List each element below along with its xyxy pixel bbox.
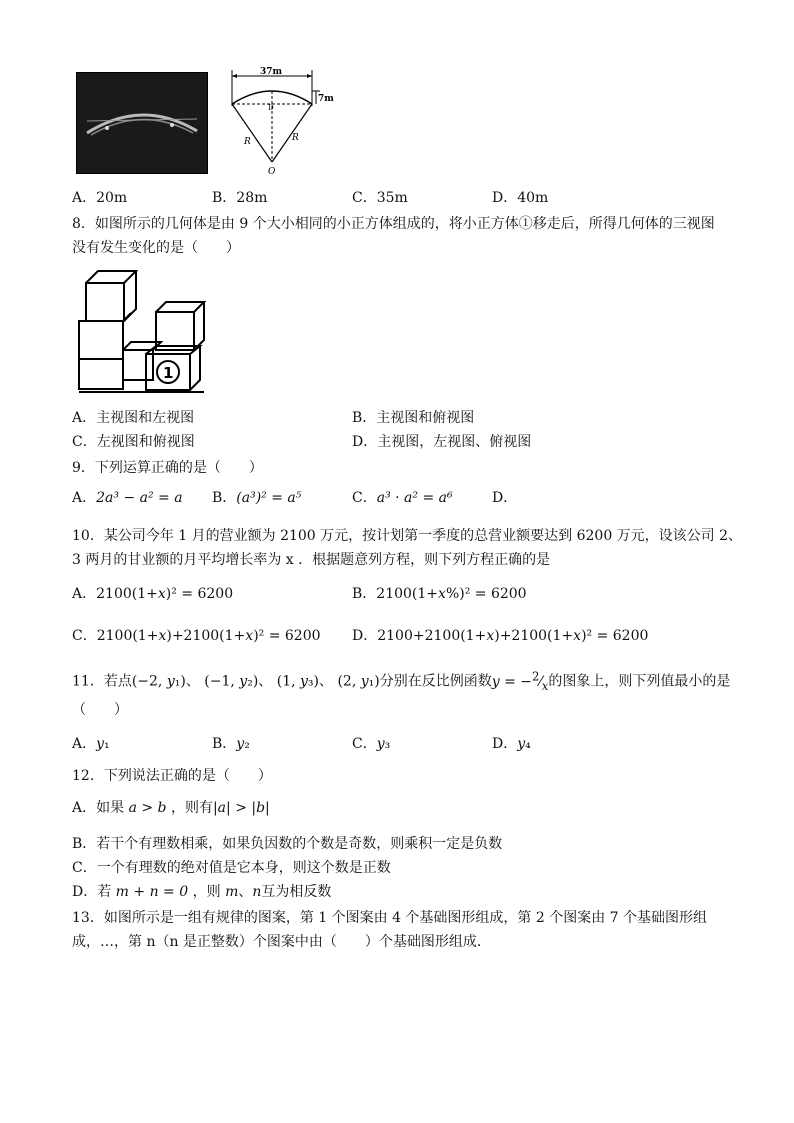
q13-stem-line2: 成，…，第 n（n 是正整数）个图案中由（ ）个基础图形组成． (72, 934, 491, 950)
q11-stem-line2: （ ） (72, 702, 128, 718)
q11-option-b: B．y₂ (212, 736, 250, 752)
q10-option-b: B．2100(1+x%)² = 6200 (352, 586, 527, 602)
point-d-label: D (268, 104, 274, 112)
q13-stem-line1: 13．如图所示是一组有规律的图案，第 1 个图案由 4 个基础图形组成，第 2 个图案由 7 个基础图形组 (72, 910, 708, 926)
q10-stem-line1: 10．某公司今年 1 月的营业额为 2100 万元，按计划第一季度的总营业额要达到 6200 万元，设该公司 2、 (72, 528, 743, 544)
q9-stem: 9．下列运算正确的是（ ） (72, 460, 263, 476)
q12-option-b: B．若干个有理数相乘，如果负因数的个数是奇数，则乘积一定是负数 (72, 836, 503, 852)
q8-option-c: C．左视图和俯视图 (72, 434, 195, 450)
q12-option-a: A．如果 a > b ，则有|a| > |b| (72, 800, 270, 816)
q10-option-c: C．2100(1+x)+2100(1+x)² = 6200 (72, 628, 321, 644)
q11-option-a: A．y₁ (72, 736, 110, 752)
radius-right-label: R (292, 133, 299, 143)
q7-option-d: D．40m (492, 190, 549, 206)
q8-option-d: D．主视图，左视图、俯视图 (352, 434, 532, 450)
cube-stack-figure (76, 268, 216, 398)
bridge-photo (76, 72, 208, 174)
height-label: 7m (318, 94, 334, 104)
width-label: 37m (260, 67, 283, 77)
q12-option-d: D．若 m + n = 0 ，则 m、n互为相反数 (72, 884, 332, 900)
q9-option-d: D． (492, 490, 518, 506)
q10-option-d: D．2100+2100(1+x)+2100(1+x)² = 6200 (352, 628, 649, 644)
arch-bridge-diagram (222, 66, 342, 178)
q9-option-c: C．a³ · a² = a⁶ (352, 490, 453, 506)
q8-option-a: A．主视图和左视图 (72, 410, 195, 426)
q10-option-a: A．2100(1+x)² = 6200 (72, 586, 234, 602)
q9-option-a: A．2a³ − a² = a (72, 490, 183, 506)
cube-1-label: 1 (163, 364, 174, 382)
center-label: O (268, 167, 276, 177)
q11-option-d: D．y₄ (492, 736, 531, 752)
q8-option-b: B．主视图和俯视图 (352, 410, 475, 426)
radius-left-label: R (244, 137, 251, 147)
q12-stem: 12．下列说法正确的是（ ） (72, 768, 272, 784)
q7-option-b: B．28m (212, 190, 268, 206)
q12-option-c: C．一个有理数的绝对值是它本身，则这个数是正数 (72, 860, 391, 876)
q8-stem-line2: 没有发生变化的是（ ） (72, 240, 240, 256)
q7-option-a: A．20m (72, 190, 128, 206)
q9-option-b: B．(a³)² = a⁵ (212, 490, 302, 506)
q10-stem-line2: 3 两月的甘业额的月平均增长率为 x ．根据题意列方程，则下列方程正确的是 (72, 552, 551, 568)
q8-stem-line1: 8．如图所示的几何体是由 9 个大小相同的小正方体组成的，将小正方体①移走后，所得几何体的三视图 (72, 216, 715, 232)
q7-option-c: C．35m (352, 190, 408, 206)
q11-stem-line1: 11．若点(−2, y₁)、 (−1, y₂)、 (1, y₃)、 (2, y₁)分别在反比例函数$y = -^2⁄_x$的图象上，则下列值最小的是 (72, 669, 731, 693)
q11-option-c: C．y₃ (352, 736, 391, 752)
